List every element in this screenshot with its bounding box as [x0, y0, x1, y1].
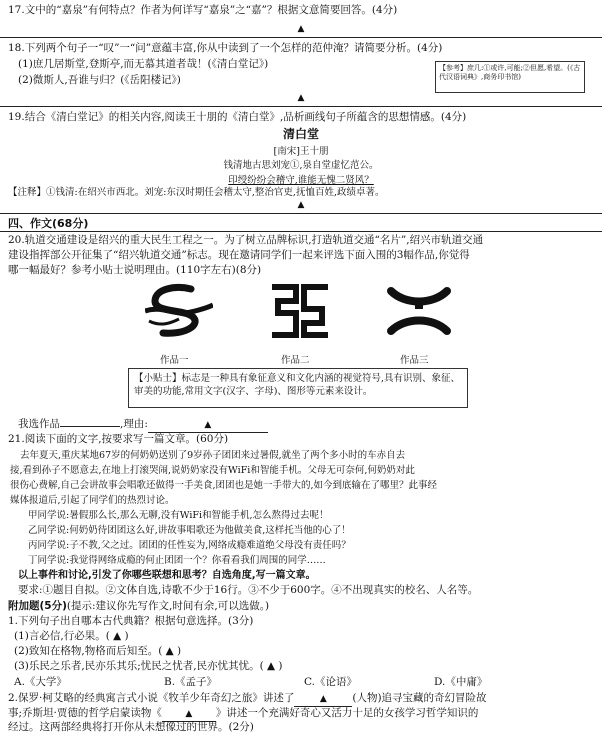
choose-label: 我选作品 [18, 418, 60, 430]
q21-discussion-4: 丁同学说:我觉得网络成瘾的何止团团一个？你看看我们周围的同学…… [28, 555, 326, 566]
poem-author: [南宋]王十朋 [273, 146, 329, 157]
bonus-title: 附加题(5分) [8, 600, 67, 612]
bonus-hint: (提示:建议你先写作文,时间有余,可以选做。) [66, 600, 270, 612]
q21-para-line2: 接,看到孙子不愿意去,在地上打滚哭闹,说奶奶家没有WiFi和智能手机。父母无可奈何,何奶奶对此 [10, 465, 415, 476]
bonus-header [8, 600, 269, 613]
q18-line1: (1)庶几居斯堂,登斯亭,而无慕其道者哉！(《清白堂记》) [18, 58, 269, 70]
bonus-q2-text-a: 2.保罗·柯艾略的经典寓言式小说《牧羊少年奇幻之旅》讲述了 [8, 692, 295, 704]
answer-mark: ▲ [297, 200, 305, 210]
caption-work-2: 作品二 [281, 355, 310, 366]
bonus-q2-line1 [8, 692, 487, 707]
bonus-s1: (1)言必信,行必果。( ▲ ) [14, 630, 129, 642]
q18-line2: (2)微斯人,吾谁与归？(《岳阳楼记》) [18, 74, 181, 86]
q20-line1: 20.轨道交通建设是绍兴的重大民生工程之一。为了树立品牌标识,打造轨道交通“名片”,绍兴市轨道交通 [8, 234, 484, 246]
tip-box: 【小贴士】标志是一种具有象征意义和文化内涵的视觉符号,具有识别、象征、审美的功能,常用文字(汉字、字母)、图形等元素来设计。 [128, 368, 468, 408]
bonus-s3: (3)乐民之乐者,民亦乐其乐;忧民之忧者,民亦忧其忧。( ▲ ) [14, 660, 283, 672]
poem-title: 清白堂 [282, 127, 319, 141]
poem-note: 【注释】①钱清:在绍兴市西北。刘宠:东汉时期任会稽太守,整治官吏,抚恤百姓,政绩卓著。 [8, 187, 385, 198]
section-title: 四、作文(68分) [8, 217, 89, 230]
choose-line [18, 418, 268, 433]
option-c: C.《论语》 [304, 676, 357, 688]
q21-para-line3: 很伤心费解,自己会讲故事会唱歌还做得一手美食,团团也是她一手带大的,如今到底输在了哪里？此事经 [10, 480, 438, 491]
q21-para-line4: 媒体报道后,引起了同学们的热烈讨论。 [10, 495, 175, 506]
reason-label: ,理由: [120, 418, 148, 430]
poem-line1: 钱清地古思刘宠①,泉自堂虚忆范公。 [223, 160, 379, 171]
q18-reference-note: 【参考】庶几:①或许,可能;②但愿,希望。(《古代汉语词典》,商务印书馆) [435, 61, 585, 93]
answer-mark: ▲ [297, 24, 305, 34]
bonus-q2-text-d: 》讲述一个充满好奇心又活力十足的女孩学习哲学知识的 [215, 707, 479, 719]
option-a: A.《大学》 [14, 676, 67, 688]
q20-line2: 建设指挥部公开征集了“绍兴轨道交通”标志。现在邀请同学们一起来评选下面入围的3幅作品,你觉得 [8, 249, 470, 261]
divider [0, 231, 602, 232]
q21-para-line1: 去年夏天,重庆某地67岁的何奶奶送别了9岁孙子团团来过暑假,就坐了两个多小时的车赤自去 [20, 450, 406, 461]
caption-work-1: 作品一 [160, 355, 189, 366]
poem-line2-underlined: 印绶纷纷会稽守,谁能无愧二贤风？ [228, 175, 374, 186]
answer-mark: ▲ [319, 694, 327, 704]
logo-work-2 [266, 283, 334, 339]
logo-work-3 [385, 283, 453, 339]
answer-mark: ▲ [204, 420, 212, 430]
divider [0, 37, 602, 38]
q18-text: 18.下列两个句子一“叹”一“问”意蕴丰富,你从中读到了一个怎样的范仲淹？请简要分析。(4分) [8, 42, 443, 54]
logo-work-1 [145, 283, 213, 339]
q19-text: 19.结合《清白堂记》的相关内容,阅读王十朋的《清白堂》,品析画线句子所蕴含的思想情感。(4分) [8, 111, 467, 123]
bonus-blank-2[interactable] [162, 707, 216, 722]
answer-mark: ▲ [297, 93, 305, 103]
reason-blank[interactable] [148, 418, 268, 433]
divider [0, 213, 602, 214]
bonus-blank-1[interactable] [294, 692, 352, 707]
q21-discussion-1: 甲同学说:暑假那么长,那么无聊,没有WiFi和智能手机,怎么熬得过去呢！ [28, 510, 329, 521]
q17-text: 17.文中的“嘉泉”有何特点？作者为何详写“嘉泉”之“嘉”？根据文意简要回答。(4分) [8, 4, 398, 16]
bonus-q2-line3: 经过。这两部经典将打开你从未想像过的世界。(2分) [8, 721, 254, 733]
bonus-q2-text-c: 事;乔斯坦·贾德的哲学启蒙读物《 [8, 707, 162, 719]
bonus-q2-line2 [8, 707, 478, 722]
q21-text: 21.阅读下面的文字,按要求写一篇文章。(60分) [8, 433, 229, 445]
q21-discussion-3: 丙同学说:子不教,父之过。团团的任性妄为,网络成瘾难道绝父母没有责任吗？ [28, 540, 351, 551]
choose-blank[interactable] [60, 426, 120, 427]
bonus-q2-text-b: (人物)追寻宝藏的奇幻冒险故 [352, 692, 487, 704]
option-d: D.《中庸》 [434, 676, 488, 688]
answer-mark: ▲ [185, 709, 193, 719]
q21-requirements: 要求:①题目自拟。②文体自选,诗歌不少于16行。③不少于600字。④不出现真实的校名、人名等。 [18, 584, 479, 596]
q20-line3: 哪一幅最好？参考小贴士说明理由。(110字左右)(8分) [8, 264, 262, 276]
divider [0, 106, 602, 107]
bonus-q1: 1.下列句子出自哪本古代典籍？根据句意选择。(3分) [8, 615, 254, 627]
q21-discussion-2: 乙同学说:何奶奶待团团这么好,讲故事唱歌还为他做美食,这样托当他的心了！ [28, 525, 351, 536]
bonus-s2: (2)致知在格物,物格而后知至。( ▲ ) [14, 645, 182, 657]
option-b: B.《孟子》 [164, 676, 218, 688]
caption-work-3: 作品三 [400, 355, 429, 366]
q21-prompt: 以上事件和讨论,引发了你哪些联想和思考？自选角度,写一篇文章。 [18, 570, 316, 581]
